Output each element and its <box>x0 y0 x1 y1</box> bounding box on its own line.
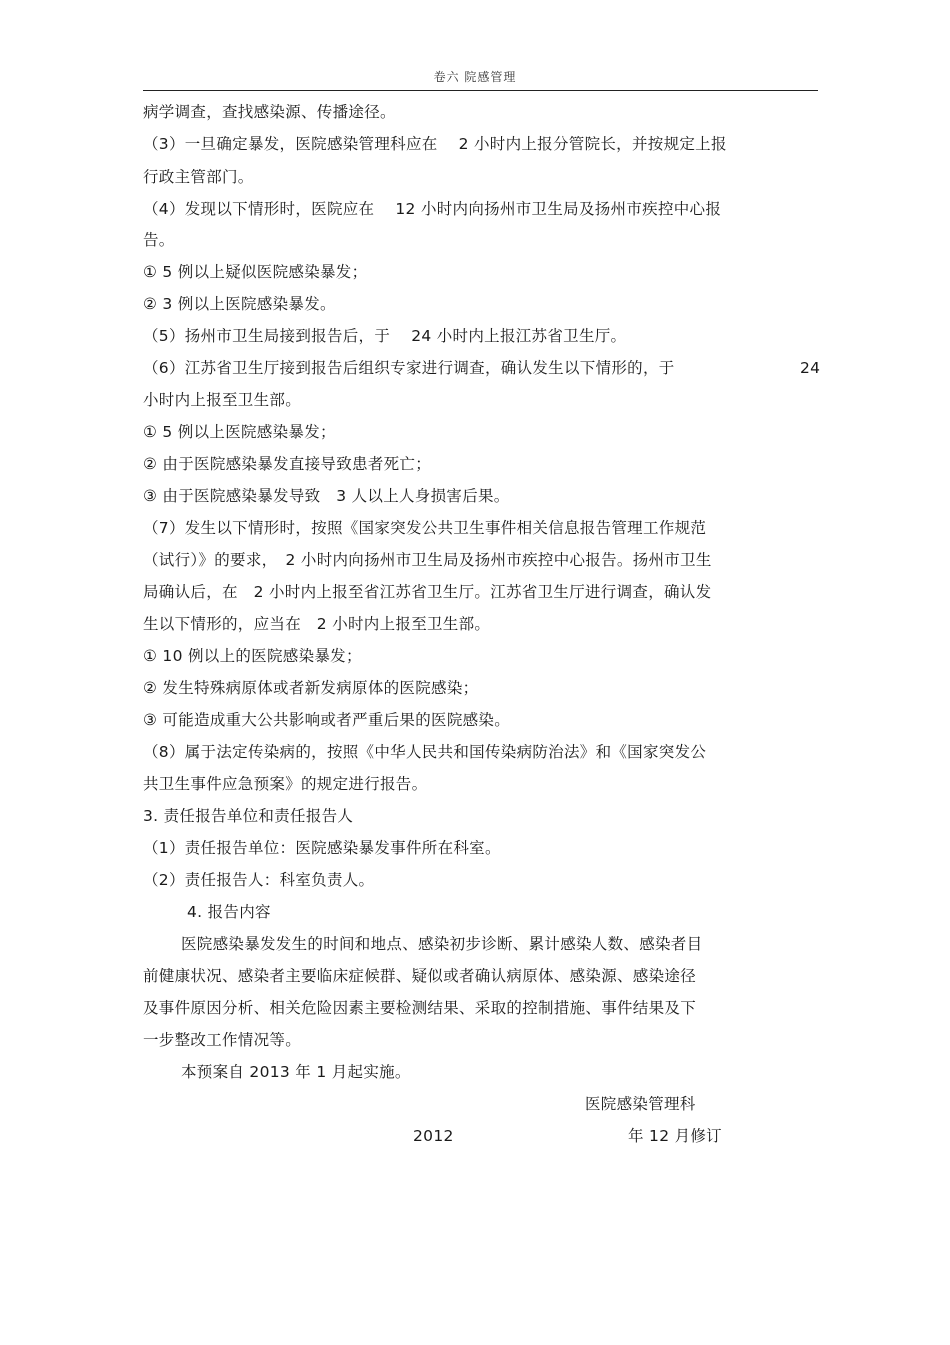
text-line: 小时内上报至卫生部。 <box>143 391 302 409</box>
text-line: 生以下情形的，应当在 2 小时内上报至卫生部。 <box>143 615 491 633</box>
list-item: ① 5 例以上疑似医院感染暴发； <box>143 263 368 281</box>
list-item: ① 10 例以上的医院感染暴发； <box>143 647 362 665</box>
section-heading: 4. 报告内容 <box>187 903 271 921</box>
text-line: （6）江苏省卫生厅接到报告后组织专家进行调查，确认发生以下情形的，于 <box>143 359 675 377</box>
text-line: （4）发现以下情形时，医院应在 12 小时内向扬州市卫生局及扬州市疾控中心报 <box>143 200 722 218</box>
text-line: （2）责任报告人：科室负责人。 <box>143 871 375 889</box>
text-line: 局确认后，在 2 小时内上报至省江苏省卫生厅。江苏省卫生厅进行调查，确认发 <box>143 583 712 601</box>
revision-year: 2012 <box>413 1127 454 1145</box>
list-item: ① 5 例以上医院感染暴发； <box>143 423 336 441</box>
list-item: ② 3 例以上医院感染暴发。 <box>143 295 336 313</box>
list-item: ② 由于医院感染暴发直接导致患者死亡； <box>143 455 432 473</box>
section-heading: 3. 责任报告单位和责任报告人 <box>143 807 354 825</box>
revision-date: 年 12 月修订 <box>628 1127 722 1145</box>
text-line: 24 <box>800 359 821 377</box>
text-line: （7）发生以下情形时，按照《国家突发公共卫生事件相关信息报告管理工作规范 <box>143 519 707 537</box>
text-line: （1）责任报告单位：医院感染暴发事件所在科室。 <box>143 839 501 857</box>
text-line: （3）一旦确定暴发，医院感染管理科应在 2 小时内上报分管院长，并按规定上报 <box>143 135 727 153</box>
list-item: ③ 可能造成重大公共影响或者严重后果的医院感染。 <box>143 711 511 729</box>
text-line: 行政主管部门。 <box>143 168 254 186</box>
text-line: 告。 <box>143 231 175 249</box>
signature-department: 医院感染管理科 <box>585 1095 696 1113</box>
text-line: （5）扬州市卫生局接到报告后，于 24 小时内上报江苏省卫生厅。 <box>143 327 627 345</box>
text-line: 病学调查，查找感染源、传播途径。 <box>143 103 396 121</box>
page-header: 卷六 院感管理 <box>433 70 517 84</box>
paragraph-line: 及事件原因分析、相关危险因素主要检测结果、采取的控制措施、事件结果及下 <box>143 999 697 1017</box>
list-item: ② 发生特殊病原体或者新发病原体的医院感染； <box>143 679 479 697</box>
text-line: （8）属于法定传染病的，按照《中华人民共和国传染病防治法》和《国家突发公 <box>143 743 707 761</box>
paragraph-line: 医院感染暴发发生的时间和地点、感染初步诊断、累计感染人数、感染者目 <box>181 935 703 953</box>
text-line: （试行）》的要求， 2 小时内向扬州市卫生局及扬州市疾控中心报告。扬州市卫生 <box>143 551 712 569</box>
paragraph-line: 前健康状况、感染者主要临床症候群、疑似或者确认病原体、感染源、感染途径 <box>143 967 697 985</box>
list-item: ③ 由于医院感染暴发导致 3 人以上人身损害后果。 <box>143 487 510 505</box>
text-line: 共卫生事件应急预案》的规定进行报告。 <box>143 775 428 793</box>
header-divider <box>143 90 818 91</box>
effective-date-line: 本预案自 2013 年 1 月起实施。 <box>181 1063 411 1081</box>
paragraph-line: 一步整改工作情况等。 <box>143 1031 302 1049</box>
